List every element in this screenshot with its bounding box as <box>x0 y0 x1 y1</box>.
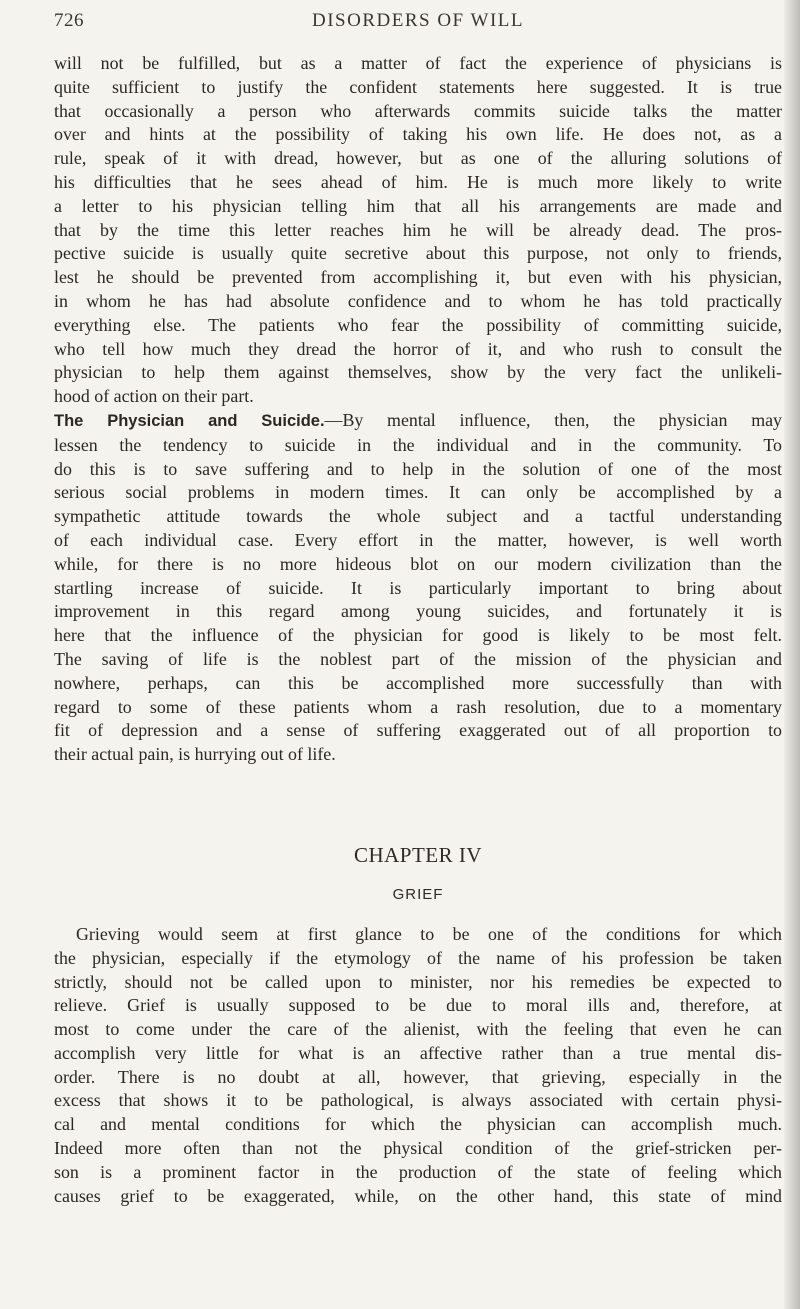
text-line: most to come under the care of the alienist, with the feeling that even he can <box>54 1019 782 1040</box>
text-line: nowhere, perhaps, can this be accomplished more successfully than with <box>54 672 782 693</box>
text-line: while, for there is no more hideous blot on our modern civilization than the <box>54 553 782 574</box>
text-line: startling increase of suicide. It is particularly important to bring about <box>54 577 782 598</box>
text-line: that occasionally a person who afterwards commits suicide talks the matter <box>54 100 782 121</box>
text-line: over and hints at the possibility of taking his own life. He does not, as a <box>54 124 782 145</box>
book-page <box>54 0 782 1208</box>
text-line: improvement in this regard among young suicides, and fortunately it is <box>54 601 782 622</box>
page-edge-shadow <box>784 0 800 1309</box>
text-line: of each individual case. Every effort in the matter, however, is well worth <box>54 529 782 550</box>
text-line <box>54 409 782 434</box>
chapter-title: CHAPTER IV <box>353 842 483 867</box>
text-line: rule, speak of it with dread, however, but as one of the alluring solutions of <box>54 148 782 169</box>
section-sidehead: The Physician and Suicide. <box>54 411 325 430</box>
text-line: hood of action on their part. <box>54 386 254 407</box>
text-line: will not be fulfilled, but as a matter of fact the experience of physicians is <box>54 53 782 73</box>
running-head <box>54 0 782 52</box>
text-line: son is a prominent factor in the production of the state of feeling which <box>54 1161 782 1182</box>
text-line: that by the time this letter reaches him he will be already dead. The pros- <box>54 219 782 240</box>
text-line: relieve. Grief is usually supposed to be due to moral ills and, therefore, at <box>54 995 782 1016</box>
paragraph-suicide-secrecy <box>54 52 782 409</box>
text-line: regard to some of these patients whom a rash resolution, due to a momentary <box>54 696 782 717</box>
text-line: their actual pain, is hurrying out of life. <box>54 744 336 765</box>
text-line: sympathetic attitude towards the whole subject and a tactful understanding <box>54 506 782 527</box>
sidehead-continuation: —By mental influence, then, the physician may <box>324 409 782 430</box>
text-line: strictly, should not be called upon to minister, nor his remedies be expected to <box>54 971 782 992</box>
text-line: Indeed more often than not the physical condition of the grief-stricken per- <box>54 1138 782 1159</box>
text-line: order. There is no doubt at all, however, that grieving, especially in the <box>54 1066 782 1087</box>
text-line: who tell how much they dread the horror of it, and who rush to consult the <box>54 338 782 359</box>
text-line: in whom he has had absolute confidence and to whom he has told practically <box>54 290 782 311</box>
text-line: the physician, especially if the etymology of the name of his profession be taken <box>54 947 782 968</box>
text-line: lest he should be prevented from accomplishing it, but even with his physician, <box>54 267 782 288</box>
text-line: serious social problems in modern times. It can only be accomplished by a <box>54 482 782 503</box>
text-line: physician to help them against themselves, show by the very fact the unlikeli- <box>54 362 782 383</box>
text-line: accomplish very little for what is an affective rather than a true mental dis- <box>54 1042 782 1063</box>
text-line: The saving of life is the noblest part of the mission of the physician and <box>54 648 782 669</box>
text-line: fit of depression and a sense of suffering exaggerated out of all proportion to <box>54 720 782 741</box>
text-line: Grieving would seem at first glance to be one of the conditions for which <box>76 923 782 944</box>
text-line: lessen the tendency to suicide in the individual and in the community. To <box>54 434 782 455</box>
text-line: pective suicide is usually quite secretive about this purpose, not only to friends, <box>54 243 782 264</box>
running-title: DISORDERS OF WILL <box>312 10 524 31</box>
text-line: his difficulties that he sees ahead of him. He is much more likely to write <box>54 171 782 192</box>
text-line: quite sufficient to justify the confident statements here suggested. It is true <box>54 76 782 97</box>
text-line: causes grief to be exaggerated, while, on the other hand, this state of mind <box>54 1185 782 1206</box>
text-line: excess that shows it to be pathological, is always associated with certain physi- <box>54 1090 782 1111</box>
chapter-subtitle: GRIEF <box>392 885 444 903</box>
text-line: a letter to his physician telling him that all his arrangements are made and <box>54 195 782 216</box>
text-line: do this is to save suffering and to help in the solution of one of the most <box>54 458 782 479</box>
paragraph-grief <box>54 923 782 1209</box>
text-line: everything else. The patients who fear the possibility of committing suicide, <box>54 314 782 335</box>
text-line: here that the influence of the physician for good is likely to be most felt. <box>54 625 782 646</box>
paragraph-physician-and-suicide <box>54 409 782 767</box>
page-number: 726 <box>54 10 84 31</box>
text-line: cal and mental conditions for which the physician can accomplish much. <box>54 1114 782 1135</box>
